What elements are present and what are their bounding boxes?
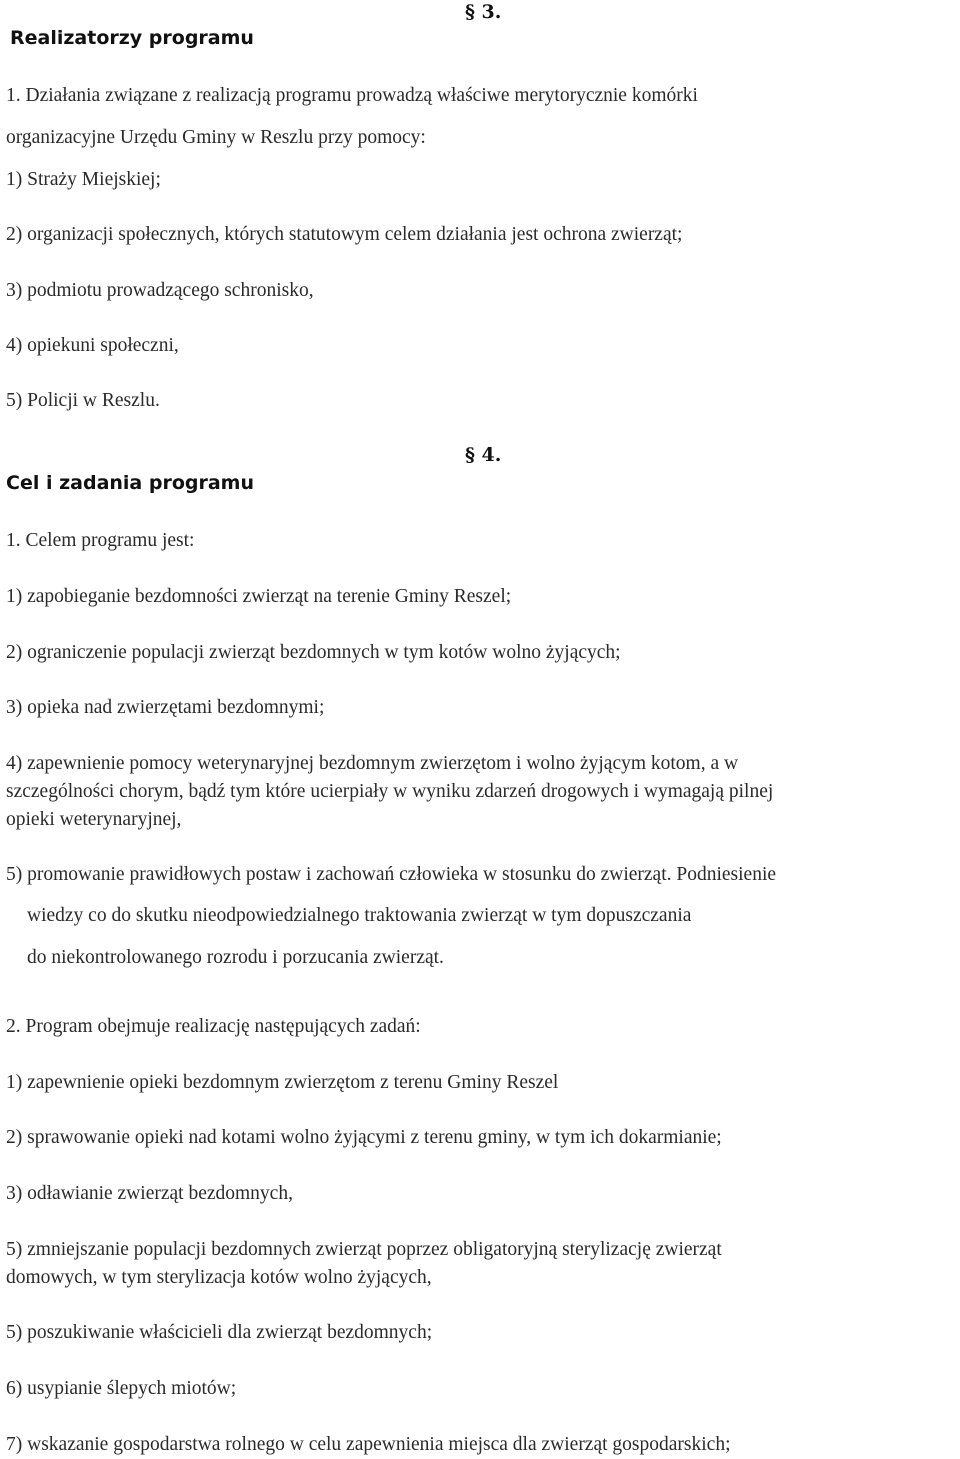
section-3-intro-line-1: 1. Działania związane z realizacją programu prowadzą właściwe merytorycznie komórki (6, 85, 698, 106)
goal-intro: 1. Celem programu jest: (6, 530, 195, 551)
list-item: 6) usypianie ślepych miotów; (6, 1378, 237, 1399)
list-item: 1) Straży Miejskiej; (6, 169, 161, 190)
section-3-number: § 3. (465, 1, 502, 23)
list-item: 4) zapewnienie pomocy weterynaryjnej bezdomnym zwierzętom i wolno żyjącym kotom, a w (6, 753, 739, 774)
list-item: 5) zmniejszanie populacji bezdomnych zwierząt poprzez obligatoryjną sterylizację zwierząt (6, 1239, 722, 1260)
list-item-continuation: wiedzy co do skutku nieodpowiedzialnego traktowania zwierząt w tym dopuszczania (27, 905, 692, 926)
list-item: 4) opiekuni społeczni, (6, 335, 179, 356)
list-item: 1) zapewnienie opieki bezdomnym zwierzętom z terenu Gminy Reszel (6, 1072, 559, 1093)
section-4-number: § 4. (465, 444, 502, 466)
list-item: 1) zapobieganie bezdomności zwierząt na terenie Gminy Reszel; (6, 586, 512, 607)
list-item: 5) promowanie prawidłowych postaw i zachowań człowieka w stosunku do zwierząt. Podniesienie (6, 864, 777, 885)
section-4-heading: Cel i zadania programu (6, 472, 255, 494)
list-item: 3) odławianie zwierząt bezdomnych, (6, 1183, 293, 1204)
section-3-intro-line-2: organizacyjne Urzędu Gminy w Reszlu przy pomocy: (6, 127, 426, 148)
tasks-intro: 2. Program obejmuje realizację następujących zadań: (6, 1016, 421, 1037)
list-item: 3) podmiotu prowadzącego schronisko, (6, 280, 314, 301)
list-item: 5) poszukiwanie właścicieli dla zwierząt bezdomnych; (6, 1322, 433, 1343)
list-item-continuation: szczególności chorym, bądź tym które ucierpiały w wyniku zdarzeń drogowych i wymagają pilnej (6, 781, 774, 802)
section-3-heading: Realizatorzy programu (10, 27, 254, 49)
list-item: 5) Policji w Reszlu. (6, 390, 160, 411)
list-item: 2) sprawowanie opieki nad kotami wolno żyjącymi z terenu gminy, w tym ich dokarmianie; (6, 1127, 722, 1148)
list-item-continuation: opieki weterynaryjnej, (6, 809, 182, 830)
list-item: 3) opieka nad zwierzętami bezdomnymi; (6, 697, 325, 718)
list-item-continuation: do niekontrolowanego rozrodu i porzucania zwierząt. (27, 947, 444, 968)
list-item: 2) organizacji społecznych, których statutowym celem działania jest ochrona zwierząt; (6, 224, 683, 245)
list-item: 7) wskazanie gospodarstwa rolnego w celu zapewnienia miejsca dla zwierząt gospodarskich; (6, 1434, 731, 1455)
list-item-continuation: domowych, w tym sterylizacja kotów wolno żyjących, (6, 1267, 432, 1288)
list-item: 2) ograniczenie populacji zwierząt bezdomnych w tym kotów wolno żyjących; (6, 642, 621, 663)
